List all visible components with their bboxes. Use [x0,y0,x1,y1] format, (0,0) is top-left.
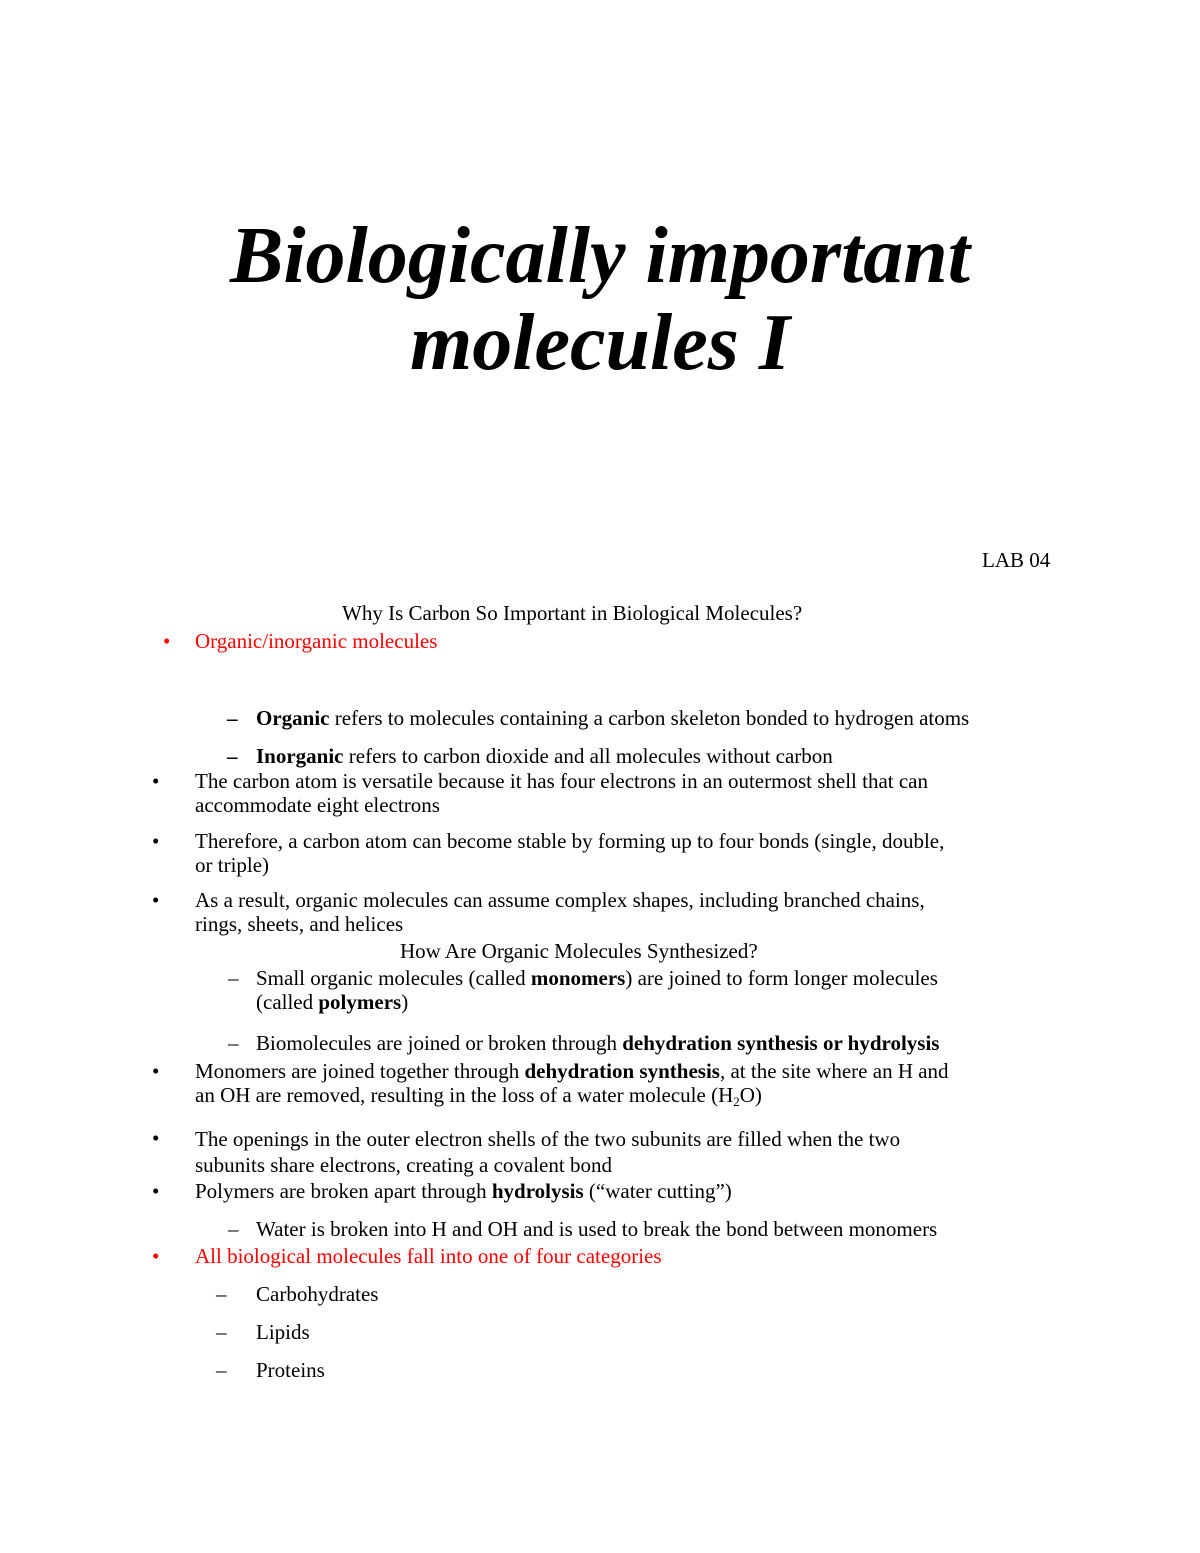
dash-marker: – [227,706,238,730]
bullet-marker: • [152,1244,160,1268]
category-carbohydrates: Carbohydrates [256,1282,379,1306]
dash-marker: – [216,1320,227,1344]
section-heading-carbon: Why Is Carbon So Important in Biological Molecules? [342,601,803,625]
category-lipids: Lipids [256,1320,310,1344]
list-item-carbon-versatile: The carbon atom is versatile because it has four electrons in an outermost shell that can accommodate eight electrons [195,769,929,817]
dash-marker: – [228,1217,239,1241]
sub-item-monomers-polymers: Small organic molecules (called monomers) are joined to form longer molecules (called polymers) [256,966,938,1014]
page-title-line-2: molecules I [410,299,790,387]
dash-marker: – [228,1031,239,1055]
bullet-marker: • [163,629,171,653]
sub-item-biomolecules: Biomolecules are joined or broken through dehydration synthesis or hydrolysis [256,1031,940,1055]
page-title-line-1: Biologically important [229,212,971,300]
bullet-marker: • [152,1126,160,1150]
list-item-as-a-result: As a result, organic molecules can assume complex shapes, including branched chains, rings, sheets, and helices [195,888,925,936]
bullet-marker: • [152,1059,160,1083]
sub-item-organic: Organic refers to molecules containing a carbon skeleton bonded to hydrogen atoms [256,706,970,730]
bullet-marker: • [152,888,160,912]
category-proteins: Proteins [256,1358,325,1382]
sub-item-water: Water is broken into H and OH and is used to break the bond between monomers [256,1217,938,1241]
list-item-openings: The openings in the outer electron shells of the two subunits are filled when the two subunits share electrons, creating a covalent bond [195,1127,901,1177]
lab-label: LAB 04 [982,548,1051,572]
dash-marker: – [216,1282,227,1306]
list-item-polymers-broken: Polymers are broken apart through hydrolysis (“water cutting”) [195,1179,732,1203]
list-item-therefore: Therefore, a carbon atom can become stable by forming up to four bonds (single, double, or triple) [195,829,945,877]
list-item-four-categories: All biological molecules fall into one of four categories [195,1244,662,1268]
bullet-marker: • [152,769,160,793]
dash-marker: – [227,744,238,768]
bullet-marker: • [152,1179,160,1203]
dash-marker: – [216,1358,227,1382]
section-heading-synthesis: How Are Organic Molecules Synthesized? [400,939,758,963]
bullet-marker: • [152,829,160,853]
list-item-organic-inorganic: Organic/inorganic molecules [195,629,438,653]
list-item-monomers-joined: Monomers are joined together through dehydration synthesis, at the site where an H and an OH are removed, resulting in the loss of a water molecule $(H_2O)$ [195,1059,949,1109]
sub-item-inorganic: Inorganic refers to carbon dioxide and all molecules without carbon [256,744,833,768]
dash-marker: – [228,966,239,990]
